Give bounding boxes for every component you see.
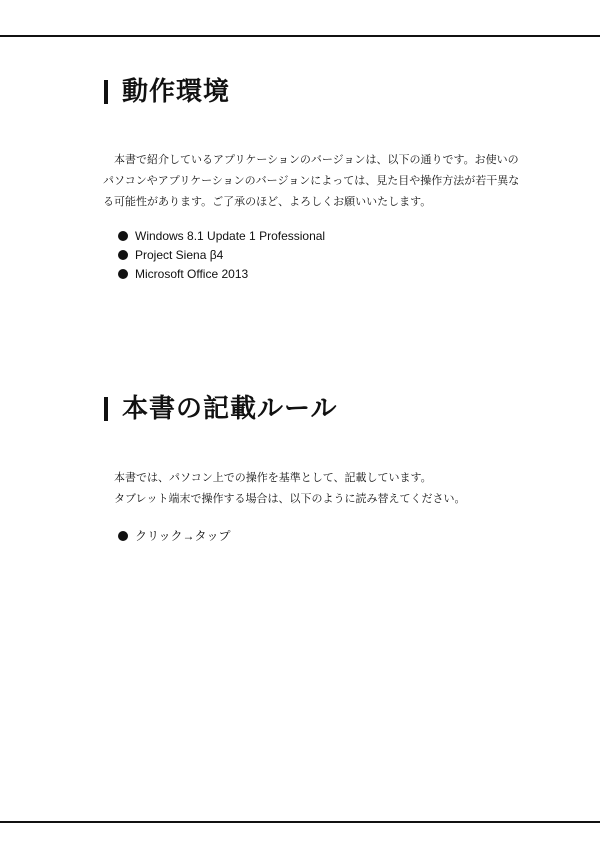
section-heading-environment [104,76,230,108]
rules-paragraph [103,467,553,509]
paragraph-line: 本書で紹介しているアプリケーションのバージョンは、以下の通りです。お使いの [103,153,519,166]
list-item [118,264,325,283]
list-item-text: クリック→タップ [135,529,231,543]
paragraph-line: タブレット端末で操作する場合は、以下のように読み替えてください。 [103,492,466,505]
section-heading-rules [104,393,337,425]
list-item [118,245,325,264]
paragraph-line: る可能性があります。ご了承のほど、よろしくお願いいたします。 [103,195,432,208]
paragraph-line: パソコンやアプリケーションのバージョンによっては、見た目や操作方法が若干異な [103,174,520,187]
heading-bar-marker [104,80,108,104]
section-title: 本書の記載ルール [122,394,338,424]
paragraph-line: 本書では、パソコン上での操作を基準として、記載しています。 [103,471,432,484]
top-rule [0,35,600,37]
heading-bar-marker [104,397,108,421]
list-item [118,526,231,545]
bullet-icon [118,269,128,279]
environment-paragraph [103,149,553,212]
list-item-text: Microsoft Office 2013 [135,266,249,281]
bottom-rule [0,821,600,823]
bullet-icon [118,531,128,541]
section-title: 動作環境 [122,77,231,107]
bullet-icon [118,231,128,241]
bullet-icon [118,250,128,260]
rules-list [118,526,231,545]
list-item [118,226,325,245]
list-item-text: Project Siena β4 [135,247,224,262]
environment-list [118,226,325,283]
list-item-text: Windows 8.1 Update 1 Professional [135,228,326,243]
